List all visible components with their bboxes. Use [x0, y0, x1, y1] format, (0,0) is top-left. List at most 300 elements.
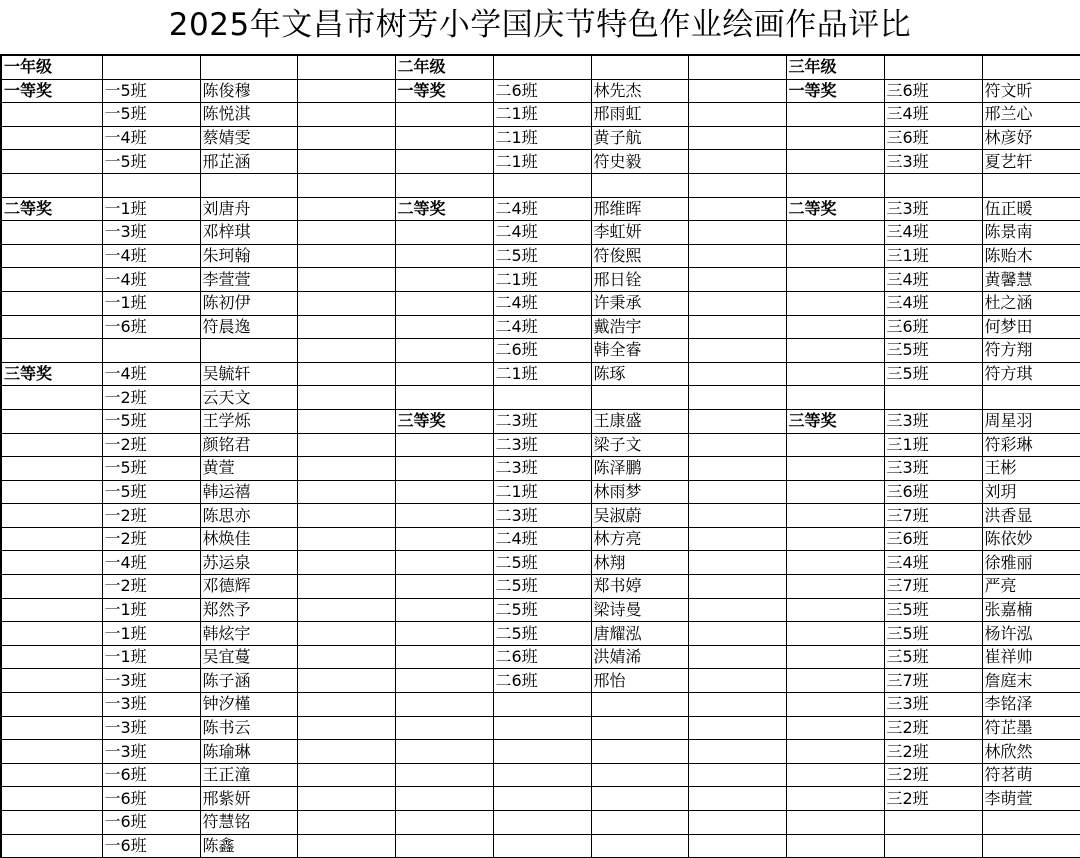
grade2-blank-cell[interactable]: [688, 622, 786, 646]
grade1-name-cell[interactable]: 林焕佳: [200, 527, 297, 551]
grade2-name-cell[interactable]: 林雨梦: [591, 480, 688, 504]
grade2-class-cell[interactable]: [493, 716, 591, 740]
grade1-name-cell[interactable]: 云天文: [200, 386, 297, 410]
grade1-class-cell[interactable]: 一6班: [102, 834, 200, 858]
grade3-award-cell[interactable]: [786, 268, 884, 292]
grade1-name-cell[interactable]: 韩运禧: [200, 480, 297, 504]
grade2-blank-cell[interactable]: [688, 409, 786, 433]
grade2-class-cell[interactable]: [493, 811, 591, 835]
grade1-name-cell[interactable]: 陈初伊: [200, 291, 297, 315]
grade1-award-cell[interactable]: 一等奖: [1, 79, 102, 103]
grade2-blank-cell[interactable]: [688, 79, 786, 103]
grade2-name-cell[interactable]: 邢日铨: [591, 268, 688, 292]
grade1-blank-cell[interactable]: [297, 409, 395, 433]
grade3-class-cell[interactable]: 三1班: [884, 244, 982, 268]
grade1-blank-cell[interactable]: [297, 645, 395, 669]
grade3-class-cell[interactable]: 三7班: [884, 504, 982, 528]
grade3-award-cell[interactable]: [786, 787, 884, 811]
grade1-blank-cell[interactable]: [297, 339, 395, 363]
grade1-award-cell[interactable]: [1, 409, 102, 433]
grade1-name-cell[interactable]: 黄萱: [200, 457, 297, 481]
grade1-class-cell[interactable]: 一5班: [102, 79, 200, 103]
grade3-class-cell[interactable]: 三5班: [884, 339, 982, 363]
grade1-name-cell[interactable]: 李萱萱: [200, 268, 297, 292]
grade2-blank-cell[interactable]: [688, 575, 786, 599]
grade1-award-cell[interactable]: [1, 645, 102, 669]
grade1-class-cell[interactable]: 一3班: [102, 669, 200, 693]
grade3-class-cell[interactable]: 三5班: [884, 362, 982, 386]
grade2-award-cell[interactable]: [395, 693, 493, 717]
grade2-blank-cell[interactable]: [688, 103, 786, 127]
grade2-blank-cell[interactable]: [688, 244, 786, 268]
grade1-name-cell[interactable]: 符晨逸: [200, 315, 297, 339]
grade3-award-cell[interactable]: [786, 527, 884, 551]
grade2-class-cell[interactable]: [493, 693, 591, 717]
grade1-name-cell[interactable]: 吴宜蔓: [200, 645, 297, 669]
grade3-name-cell[interactable]: [982, 834, 1080, 858]
grade3-class-cell[interactable]: 三3班: [884, 150, 982, 174]
grade2-award-cell[interactable]: 一等奖: [395, 79, 493, 103]
grade1-award-cell[interactable]: [1, 339, 102, 363]
grade3-name-cell[interactable]: 符方翔: [982, 339, 1080, 363]
grade2-award-cell[interactable]: [395, 504, 493, 528]
grade3-class-cell[interactable]: 三6班: [884, 480, 982, 504]
grade1-award-cell[interactable]: [1, 716, 102, 740]
grade3-award-cell[interactable]: [786, 669, 884, 693]
grade1-award-cell[interactable]: [1, 315, 102, 339]
grade1-blank-cell[interactable]: [297, 173, 395, 197]
grade1-blank-cell[interactable]: [297, 79, 395, 103]
grade1-name-cell[interactable]: 邓梓琪: [200, 221, 297, 245]
grade2-name-cell[interactable]: [591, 693, 688, 717]
grade1-name-cell[interactable]: 苏运泉: [200, 551, 297, 575]
grade3-name-cell[interactable]: 杜之涵: [982, 291, 1080, 315]
grade2-class-cell[interactable]: 二4班: [493, 291, 591, 315]
grade3-name-cell[interactable]: 符方琪: [982, 362, 1080, 386]
grade3-award-cell[interactable]: [786, 150, 884, 174]
grade2-blank-cell[interactable]: [688, 433, 786, 457]
grade2-name-cell[interactable]: [591, 787, 688, 811]
grade1-award-cell[interactable]: [1, 244, 102, 268]
grade1-class-cell[interactable]: 一2班: [102, 575, 200, 599]
grade2-award-cell[interactable]: [395, 221, 493, 245]
grade1-name-cell[interactable]: 陈俊穆: [200, 79, 297, 103]
grade1-blank-cell[interactable]: [297, 716, 395, 740]
grade1-award-cell[interactable]: [1, 527, 102, 551]
grade3-name-cell[interactable]: 陈贻木: [982, 244, 1080, 268]
grade1-award-cell[interactable]: 一年级: [1, 55, 102, 79]
grade3-class-cell[interactable]: 三3班: [884, 409, 982, 433]
grade3-name-cell[interactable]: 符文昕: [982, 79, 1080, 103]
grade3-name-cell[interactable]: 符茗萌: [982, 763, 1080, 787]
grade1-name-cell[interactable]: 朱珂翰: [200, 244, 297, 268]
grade1-blank-cell[interactable]: [297, 291, 395, 315]
grade2-award-cell[interactable]: [395, 787, 493, 811]
grade1-award-cell[interactable]: [1, 693, 102, 717]
grade2-name-cell[interactable]: [591, 55, 688, 79]
grade2-blank-cell[interactable]: [688, 834, 786, 858]
grade1-class-cell[interactable]: 一2班: [102, 527, 200, 551]
grade2-blank-cell[interactable]: [688, 339, 786, 363]
grade1-class-cell[interactable]: 一2班: [102, 504, 200, 528]
grade2-class-cell[interactable]: 二3班: [493, 409, 591, 433]
grade2-name-cell[interactable]: 黄子航: [591, 126, 688, 150]
grade3-name-cell[interactable]: 杨许泓: [982, 622, 1080, 646]
grade3-name-cell[interactable]: 詹庭末: [982, 669, 1080, 693]
grade2-blank-cell[interactable]: [688, 362, 786, 386]
grade1-award-cell[interactable]: [1, 598, 102, 622]
grade2-blank-cell[interactable]: [688, 268, 786, 292]
grade3-award-cell[interactable]: [786, 645, 884, 669]
grade1-award-cell[interactable]: [1, 834, 102, 858]
grade2-name-cell[interactable]: [591, 716, 688, 740]
grade1-class-cell[interactable]: 一6班: [102, 315, 200, 339]
grade2-blank-cell[interactable]: [688, 740, 786, 764]
grade1-award-cell[interactable]: 三等奖: [1, 362, 102, 386]
grade2-award-cell[interactable]: [395, 126, 493, 150]
grade2-name-cell[interactable]: [591, 173, 688, 197]
grade1-blank-cell[interactable]: [297, 221, 395, 245]
grade2-blank-cell[interactable]: [688, 457, 786, 481]
grade2-name-cell[interactable]: 符史毅: [591, 150, 688, 174]
grade1-blank-cell[interactable]: [297, 504, 395, 528]
grade3-name-cell[interactable]: 夏艺轩: [982, 150, 1080, 174]
grade1-name-cell[interactable]: 符慧铭: [200, 811, 297, 835]
grade1-award-cell[interactable]: [1, 291, 102, 315]
grade1-blank-cell[interactable]: [297, 480, 395, 504]
grade2-award-cell[interactable]: [395, 244, 493, 268]
grade2-blank-cell[interactable]: [688, 504, 786, 528]
grade1-blank-cell[interactable]: [297, 386, 395, 410]
grade1-name-cell[interactable]: 吴毓轩: [200, 362, 297, 386]
grade2-award-cell[interactable]: [395, 551, 493, 575]
grade3-name-cell[interactable]: [982, 173, 1080, 197]
grade2-class-cell[interactable]: 二1班: [493, 268, 591, 292]
grade2-class-cell[interactable]: 二3班: [493, 457, 591, 481]
grade3-class-cell[interactable]: 三4班: [884, 291, 982, 315]
grade3-name-cell[interactable]: 周星羽: [982, 409, 1080, 433]
grade2-blank-cell[interactable]: [688, 669, 786, 693]
grade1-blank-cell[interactable]: [297, 433, 395, 457]
grade2-blank-cell[interactable]: [688, 221, 786, 245]
grade1-class-cell[interactable]: [102, 173, 200, 197]
grade3-class-cell[interactable]: [884, 834, 982, 858]
grade3-name-cell[interactable]: 洪香显: [982, 504, 1080, 528]
grade1-blank-cell[interactable]: [297, 763, 395, 787]
grade3-class-cell[interactable]: 三5班: [884, 645, 982, 669]
grade3-award-cell[interactable]: [786, 740, 884, 764]
grade3-award-cell[interactable]: [786, 480, 884, 504]
grade1-name-cell[interactable]: 郑然予: [200, 598, 297, 622]
grade3-name-cell[interactable]: 王彬: [982, 457, 1080, 481]
grade3-class-cell[interactable]: 三2班: [884, 716, 982, 740]
grade3-award-cell[interactable]: [786, 221, 884, 245]
grade2-name-cell[interactable]: 陈泽鹏: [591, 457, 688, 481]
grade3-award-cell[interactable]: [786, 386, 884, 410]
grade3-class-cell[interactable]: 三2班: [884, 763, 982, 787]
grade2-blank-cell[interactable]: [688, 811, 786, 835]
grade3-award-cell[interactable]: [786, 575, 884, 599]
grade2-name-cell[interactable]: 洪婧浠: [591, 645, 688, 669]
grade1-blank-cell[interactable]: [297, 551, 395, 575]
grade2-award-cell[interactable]: [395, 575, 493, 599]
grade3-class-cell[interactable]: 三7班: [884, 575, 982, 599]
grade1-award-cell[interactable]: [1, 763, 102, 787]
grade1-class-cell[interactable]: 一2班: [102, 386, 200, 410]
grade2-class-cell[interactable]: 二6班: [493, 669, 591, 693]
grade1-class-cell[interactable]: 一1班: [102, 197, 200, 221]
grade2-award-cell[interactable]: [395, 716, 493, 740]
grade3-class-cell[interactable]: 三5班: [884, 598, 982, 622]
grade1-name-cell[interactable]: 韩炫宇: [200, 622, 297, 646]
grade3-award-cell[interactable]: [786, 291, 884, 315]
grade3-class-cell[interactable]: 三3班: [884, 693, 982, 717]
grade2-class-cell[interactable]: 二5班: [493, 598, 591, 622]
grade1-name-cell[interactable]: 陈子涵: [200, 669, 297, 693]
grade1-name-cell[interactable]: [200, 55, 297, 79]
grade1-blank-cell[interactable]: [297, 268, 395, 292]
grade1-award-cell[interactable]: [1, 480, 102, 504]
grade1-blank-cell[interactable]: [297, 457, 395, 481]
grade3-award-cell[interactable]: 一等奖: [786, 79, 884, 103]
grade1-blank-cell[interactable]: [297, 55, 395, 79]
grade3-award-cell[interactable]: 三年级: [786, 55, 884, 79]
grade3-name-cell[interactable]: 张嘉楠: [982, 598, 1080, 622]
grade1-class-cell[interactable]: 一4班: [102, 244, 200, 268]
grade3-name-cell[interactable]: 林彦妤: [982, 126, 1080, 150]
grade1-award-cell[interactable]: [1, 457, 102, 481]
grade3-name-cell[interactable]: 黄馨慧: [982, 268, 1080, 292]
grade2-class-cell[interactable]: 二5班: [493, 575, 591, 599]
grade1-class-cell[interactable]: 一4班: [102, 126, 200, 150]
grade1-name-cell[interactable]: 钟汐槿: [200, 693, 297, 717]
grade2-name-cell[interactable]: 王康盛: [591, 409, 688, 433]
grade3-name-cell[interactable]: 邢兰心: [982, 103, 1080, 127]
grade3-award-cell[interactable]: [786, 811, 884, 835]
grade2-blank-cell[interactable]: [688, 598, 786, 622]
grade2-name-cell[interactable]: 唐耀泓: [591, 622, 688, 646]
grade2-name-cell[interactable]: 林翔: [591, 551, 688, 575]
grade1-class-cell[interactable]: 一1班: [102, 291, 200, 315]
grade3-class-cell[interactable]: 三1班: [884, 433, 982, 457]
grade2-award-cell[interactable]: [395, 103, 493, 127]
grade3-award-cell[interactable]: [786, 315, 884, 339]
grade3-award-cell[interactable]: [786, 457, 884, 481]
grade2-blank-cell[interactable]: [688, 527, 786, 551]
grade2-name-cell[interactable]: 邢维晖: [591, 197, 688, 221]
grade3-award-cell[interactable]: [786, 834, 884, 858]
grade3-name-cell[interactable]: 崔祥帅: [982, 645, 1080, 669]
grade2-name-cell[interactable]: 梁诗曼: [591, 598, 688, 622]
grade3-class-cell[interactable]: 三6班: [884, 126, 982, 150]
grade1-name-cell[interactable]: 陈瑜琳: [200, 740, 297, 764]
grade2-blank-cell[interactable]: [688, 480, 786, 504]
grade2-blank-cell[interactable]: [688, 150, 786, 174]
grade1-name-cell[interactable]: 蔡婧雯: [200, 126, 297, 150]
grade2-class-cell[interactable]: 二4班: [493, 315, 591, 339]
grade1-blank-cell[interactable]: [297, 669, 395, 693]
grade2-blank-cell[interactable]: [688, 386, 786, 410]
grade2-award-cell[interactable]: 二等奖: [395, 197, 493, 221]
grade2-award-cell[interactable]: [395, 339, 493, 363]
grade3-name-cell[interactable]: 刘玥: [982, 480, 1080, 504]
grade1-award-cell[interactable]: [1, 669, 102, 693]
grade1-class-cell[interactable]: 一6班: [102, 787, 200, 811]
grade1-class-cell[interactable]: 一6班: [102, 811, 200, 835]
grade3-name-cell[interactable]: 符芷墨: [982, 716, 1080, 740]
grade1-name-cell[interactable]: 王正潼: [200, 763, 297, 787]
grade2-class-cell[interactable]: 二5班: [493, 622, 591, 646]
grade2-blank-cell[interactable]: [688, 197, 786, 221]
grade1-class-cell[interactable]: 一5班: [102, 480, 200, 504]
grade1-award-cell[interactable]: [1, 740, 102, 764]
grade2-class-cell[interactable]: 二6班: [493, 645, 591, 669]
grade1-name-cell[interactable]: 陈书云: [200, 716, 297, 740]
grade1-blank-cell[interactable]: [297, 126, 395, 150]
grade3-name-cell[interactable]: 李铭泽: [982, 693, 1080, 717]
grade1-name-cell[interactable]: [200, 339, 297, 363]
grade2-class-cell[interactable]: 二1班: [493, 103, 591, 127]
grade1-award-cell[interactable]: [1, 787, 102, 811]
grade2-blank-cell[interactable]: [688, 693, 786, 717]
grade1-class-cell[interactable]: 一1班: [102, 645, 200, 669]
grade3-name-cell[interactable]: [982, 386, 1080, 410]
grade1-name-cell[interactable]: 陈鑫: [200, 834, 297, 858]
grade1-class-cell[interactable]: 一4班: [102, 268, 200, 292]
grade1-award-cell[interactable]: [1, 504, 102, 528]
grade3-class-cell[interactable]: 三3班: [884, 197, 982, 221]
grade2-name-cell[interactable]: 李虹妍: [591, 221, 688, 245]
grade2-blank-cell[interactable]: [688, 645, 786, 669]
grade1-blank-cell[interactable]: [297, 740, 395, 764]
grade2-name-cell[interactable]: 邢怡: [591, 669, 688, 693]
grade2-award-cell[interactable]: [395, 433, 493, 457]
grade2-blank-cell[interactable]: [688, 716, 786, 740]
grade1-class-cell[interactable]: 一4班: [102, 551, 200, 575]
grade2-award-cell[interactable]: 三等奖: [395, 409, 493, 433]
grade1-blank-cell[interactable]: [297, 811, 395, 835]
grade1-name-cell[interactable]: 陈悦淇: [200, 103, 297, 127]
grade3-class-cell[interactable]: [884, 386, 982, 410]
grade1-class-cell[interactable]: 一3班: [102, 740, 200, 764]
grade2-award-cell[interactable]: [395, 173, 493, 197]
grade2-award-cell[interactable]: [395, 763, 493, 787]
grade2-name-cell[interactable]: 陈琢: [591, 362, 688, 386]
grade3-class-cell[interactable]: 三6班: [884, 79, 982, 103]
grade2-award-cell[interactable]: [395, 268, 493, 292]
grade2-class-cell[interactable]: [493, 386, 591, 410]
grade1-name-cell[interactable]: 刘唐舟: [200, 197, 297, 221]
grade1-class-cell[interactable]: 一6班: [102, 763, 200, 787]
grade2-name-cell[interactable]: 梁子文: [591, 433, 688, 457]
grade3-name-cell[interactable]: 林欣然: [982, 740, 1080, 764]
grade3-class-cell[interactable]: 三6班: [884, 315, 982, 339]
grade3-name-cell[interactable]: 陈景南: [982, 221, 1080, 245]
grade2-class-cell[interactable]: 二5班: [493, 551, 591, 575]
grade3-class-cell[interactable]: 三4班: [884, 103, 982, 127]
grade2-award-cell[interactable]: [395, 740, 493, 764]
grade2-name-cell[interactable]: 戴浩宇: [591, 315, 688, 339]
grade2-name-cell[interactable]: [591, 811, 688, 835]
grade3-award-cell[interactable]: [786, 103, 884, 127]
grade3-class-cell[interactable]: [884, 173, 982, 197]
grade1-award-cell[interactable]: [1, 433, 102, 457]
grade2-blank-cell[interactable]: [688, 787, 786, 811]
grade2-class-cell[interactable]: 二6班: [493, 79, 591, 103]
grade2-name-cell[interactable]: [591, 834, 688, 858]
grade3-award-cell[interactable]: [786, 433, 884, 457]
grade3-class-cell[interactable]: 三7班: [884, 669, 982, 693]
grade1-name-cell[interactable]: 王学烁: [200, 409, 297, 433]
grade3-award-cell[interactable]: 二等奖: [786, 197, 884, 221]
grade2-name-cell[interactable]: 邢雨虹: [591, 103, 688, 127]
grade1-name-cell[interactable]: 颜铭君: [200, 433, 297, 457]
grade2-class-cell[interactable]: 二4班: [493, 221, 591, 245]
grade2-class-cell[interactable]: 二6班: [493, 339, 591, 363]
grade1-award-cell[interactable]: [1, 268, 102, 292]
grade2-award-cell[interactable]: [395, 480, 493, 504]
grade2-class-cell[interactable]: [493, 740, 591, 764]
grade1-class-cell[interactable]: 一4班: [102, 362, 200, 386]
grade2-award-cell[interactable]: [395, 457, 493, 481]
grade1-award-cell[interactable]: [1, 622, 102, 646]
grade1-blank-cell[interactable]: [297, 150, 395, 174]
grade1-award-cell[interactable]: 二等奖: [1, 197, 102, 221]
grade2-name-cell[interactable]: [591, 763, 688, 787]
grade1-class-cell[interactable]: 一1班: [102, 622, 200, 646]
grade1-class-cell[interactable]: 一3班: [102, 693, 200, 717]
grade1-award-cell[interactable]: [1, 221, 102, 245]
grade2-name-cell[interactable]: [591, 386, 688, 410]
grade2-blank-cell[interactable]: [688, 291, 786, 315]
grade2-award-cell[interactable]: [395, 362, 493, 386]
grade1-class-cell[interactable]: 一5班: [102, 103, 200, 127]
grade1-award-cell[interactable]: [1, 173, 102, 197]
grade3-class-cell[interactable]: 三5班: [884, 622, 982, 646]
grade1-award-cell[interactable]: [1, 575, 102, 599]
grade2-award-cell[interactable]: [395, 291, 493, 315]
grade2-award-cell[interactable]: [395, 386, 493, 410]
grade2-blank-cell[interactable]: [688, 763, 786, 787]
grade1-class-cell[interactable]: 一3班: [102, 716, 200, 740]
grade1-award-cell[interactable]: [1, 103, 102, 127]
grade1-class-cell[interactable]: 一3班: [102, 221, 200, 245]
grade2-class-cell[interactable]: [493, 173, 591, 197]
grade3-award-cell[interactable]: [786, 598, 884, 622]
grade1-blank-cell[interactable]: [297, 315, 395, 339]
grade1-blank-cell[interactable]: [297, 362, 395, 386]
grade3-class-cell[interactable]: 三4班: [884, 221, 982, 245]
grade2-blank-cell[interactable]: [688, 55, 786, 79]
grade2-award-cell[interactable]: [395, 645, 493, 669]
grade1-blank-cell[interactable]: [297, 834, 395, 858]
grade2-class-cell[interactable]: 二4班: [493, 197, 591, 221]
grade3-class-cell[interactable]: 三2班: [884, 740, 982, 764]
grade1-blank-cell[interactable]: [297, 622, 395, 646]
grade1-class-cell[interactable]: 一5班: [102, 409, 200, 433]
grade1-blank-cell[interactable]: [297, 575, 395, 599]
grade2-name-cell[interactable]: [591, 740, 688, 764]
grade1-blank-cell[interactable]: [297, 787, 395, 811]
grade2-blank-cell[interactable]: [688, 315, 786, 339]
grade1-award-cell[interactable]: [1, 551, 102, 575]
grade3-award-cell[interactable]: [786, 622, 884, 646]
grade3-class-cell[interactable]: 三4班: [884, 268, 982, 292]
grade2-class-cell[interactable]: 二1班: [493, 480, 591, 504]
grade2-name-cell[interactable]: 林先杰: [591, 79, 688, 103]
grade2-class-cell[interactable]: 二3班: [493, 504, 591, 528]
grade2-class-cell[interactable]: 二1班: [493, 362, 591, 386]
